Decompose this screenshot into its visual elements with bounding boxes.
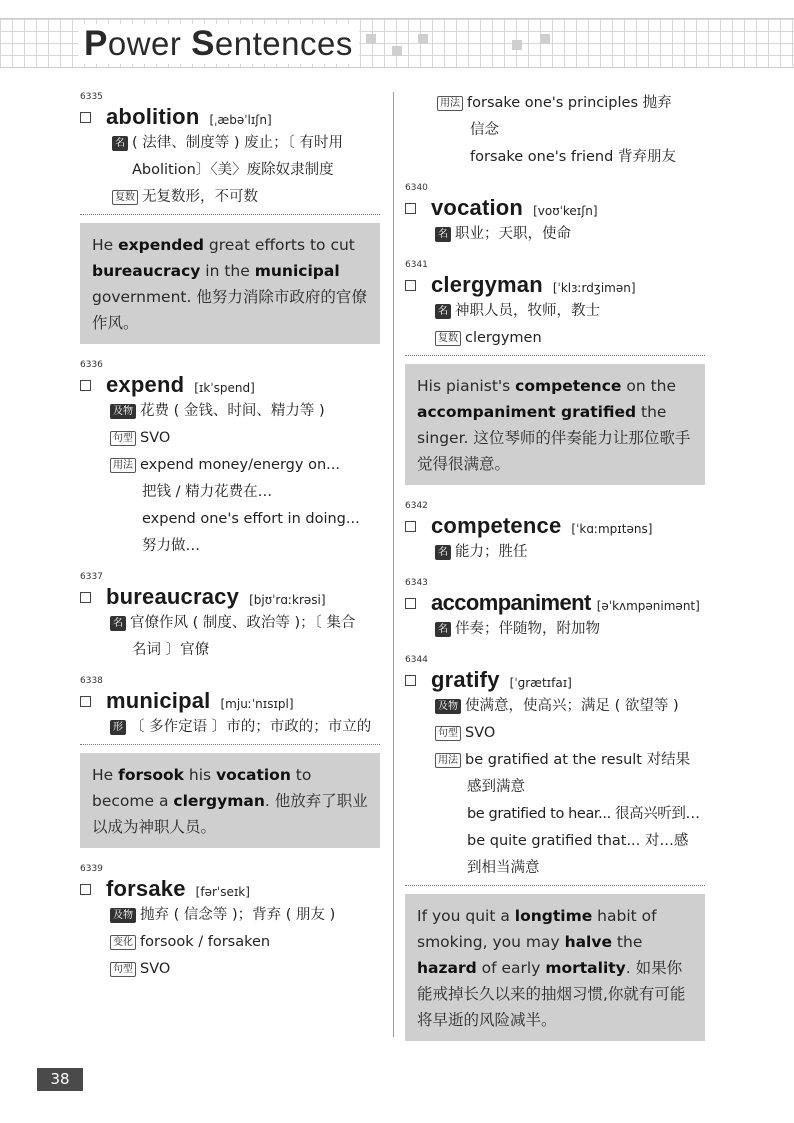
pos-tag: 形 bbox=[110, 720, 126, 735]
phonetic: [ˈkɑːmpɪtəns] bbox=[571, 522, 653, 536]
header-decor-square bbox=[512, 40, 522, 50]
phonetic: [mjuːˈnɪsɪpl] bbox=[220, 697, 294, 711]
entry-number: 6339 bbox=[80, 864, 103, 874]
definition: 伴奏；伴随物，附加物 bbox=[455, 621, 600, 637]
study-checkbox[interactable] bbox=[405, 521, 416, 532]
entry-clergyman bbox=[405, 260, 705, 352]
plural-note: clergymen bbox=[465, 330, 542, 346]
definition: 花费 ( 金钱、时间、精力等 ) bbox=[140, 403, 325, 419]
definition: 能力；胜任 bbox=[455, 544, 528, 560]
study-checkbox[interactable] bbox=[405, 280, 416, 291]
definition: 职业；天职，使命 bbox=[455, 226, 571, 242]
entry-municipal bbox=[80, 676, 380, 741]
entry-number: 6338 bbox=[80, 676, 103, 686]
headword: abolition bbox=[106, 104, 200, 129]
usage-cont: 信念 bbox=[470, 122, 499, 138]
phonetic: [əˈkʌmpənimənt] bbox=[596, 599, 700, 613]
pattern-tag: 句型 bbox=[435, 726, 461, 741]
example-sentence-box: He expended great efforts to cut bureaucracy in the municipal government. 他努力消除市政府的官僚作风。 bbox=[80, 223, 380, 344]
page-number: 38 bbox=[37, 1068, 83, 1091]
plural-note: 无复数形，不可数 bbox=[142, 189, 258, 205]
pos-tag: 名 bbox=[435, 622, 451, 637]
entry-number: 6343 bbox=[405, 578, 428, 588]
header-decor-square bbox=[392, 46, 402, 56]
usage-cont: 感到满意 bbox=[467, 779, 525, 795]
pos-tag: 名 bbox=[435, 304, 451, 319]
usage-translation: 把钱 / 精力花费在… bbox=[142, 484, 273, 500]
pos-tag: 名 bbox=[110, 616, 126, 631]
study-checkbox[interactable] bbox=[80, 112, 91, 123]
right-column bbox=[405, 92, 705, 1057]
study-checkbox[interactable] bbox=[405, 675, 416, 686]
entry-bureaucracy bbox=[80, 572, 380, 664]
definition: 抛弃 ( 信念等 )；背弃 ( 朋友 ) bbox=[140, 907, 336, 923]
headword: expend bbox=[106, 372, 185, 397]
phonetic: [ˌæbəˈlɪʃn] bbox=[209, 113, 272, 127]
usage-cont: 到相当满意 bbox=[467, 860, 540, 876]
entry-gratify bbox=[405, 655, 705, 882]
entry-forsake bbox=[80, 864, 380, 983]
definition: 使满意，使高兴；满足 ( 欲望等 ) bbox=[465, 698, 679, 714]
pattern: SVO bbox=[140, 430, 171, 446]
entry-abolition bbox=[80, 92, 380, 211]
plural-tag: 复数 bbox=[112, 190, 138, 205]
usage-translation: 努力做… bbox=[142, 538, 200, 554]
definition: 官僚作风 ( 制度、政治等 )；〔 集合 bbox=[130, 615, 356, 631]
headword: forsake bbox=[106, 876, 186, 901]
headword: competence bbox=[431, 513, 562, 538]
phonetic: [bjʊˈrɑːkrəsi] bbox=[249, 593, 326, 607]
example-sentence-box: He forsook his vocation to become a clergyman. 他放弃了职业以成为神职人员。 bbox=[80, 753, 380, 848]
usage: be gratified at the result 对结果 bbox=[465, 752, 691, 768]
entry-number: 6335 bbox=[80, 92, 103, 102]
header-decor-square bbox=[540, 34, 550, 44]
pos-tag: 及物 bbox=[435, 699, 461, 714]
pos-tag: 名 bbox=[435, 227, 451, 242]
change-tag: 变化 bbox=[110, 935, 136, 950]
study-checkbox[interactable] bbox=[80, 380, 91, 391]
usage-tag: 用法 bbox=[110, 458, 136, 473]
definition: 〔 多作定语 〕市的；市政的；市立的 bbox=[130, 719, 372, 735]
headword: bureaucracy bbox=[106, 584, 240, 609]
column-divider bbox=[393, 92, 394, 1037]
entry-number: 6336 bbox=[80, 360, 103, 370]
example-sentence-box: His pianist's competence on the accompaniment gratified the singer. 这位琴师的伴奏能力让那位歌手觉得很满意。 bbox=[405, 364, 705, 485]
headword: municipal bbox=[106, 688, 211, 713]
entry-number: 6344 bbox=[405, 655, 428, 665]
study-checkbox[interactable] bbox=[80, 884, 91, 895]
pos-tag: 及物 bbox=[110, 908, 136, 923]
header-decor-square bbox=[366, 34, 376, 44]
entry-accompaniment bbox=[405, 578, 705, 643]
definition-cont: Abolition〕〈美〉废除奴隶制度 bbox=[132, 162, 334, 178]
usage: be gratified to hear... 很高兴听到… bbox=[467, 806, 700, 822]
entry-forsake-cont bbox=[405, 90, 705, 171]
usage: expend money/energy on... bbox=[140, 457, 340, 473]
phonetic: [voʊˈkeɪʃn] bbox=[533, 204, 598, 218]
pos-tag: 名 bbox=[435, 545, 451, 560]
phonetic: [ˈɡrætɪfaɪ] bbox=[509, 676, 572, 690]
pattern: SVO bbox=[140, 961, 171, 977]
entry-expend bbox=[80, 360, 380, 560]
entry-number: 6342 bbox=[405, 501, 428, 511]
definition: ( 法律、制度等 ) 废止；〔 有时用 bbox=[132, 135, 343, 151]
header-decor-square bbox=[418, 34, 428, 44]
example-sentence-box: If you quit a longtime habit of smoking, you may halve the hazard of early mortality. 如果你能戒掉长久以来的抽烟习惯,你就有可能将早逝的风险减半。 bbox=[405, 894, 705, 1041]
entry-number: 6341 bbox=[405, 260, 428, 270]
entry-number: 6337 bbox=[80, 572, 103, 582]
usage: forsake one's principles 抛弃 bbox=[467, 95, 672, 111]
left-column bbox=[80, 92, 380, 995]
entry-number: 6340 bbox=[405, 183, 428, 193]
definition: 神职人员，牧师，教士 bbox=[455, 303, 600, 319]
study-checkbox[interactable] bbox=[80, 592, 91, 603]
definition-cont: 名词 〕官僚 bbox=[132, 642, 210, 658]
pattern-tag: 句型 bbox=[110, 962, 136, 977]
pos-tag: 名 bbox=[112, 136, 128, 151]
headword: accompaniment bbox=[431, 590, 591, 615]
usage: expend one's effort in doing... bbox=[142, 511, 360, 527]
pattern-tag: 句型 bbox=[110, 431, 136, 446]
page-title: Power Sentences bbox=[78, 24, 359, 64]
headword: vocation bbox=[431, 195, 524, 220]
usage-tag: 用法 bbox=[437, 96, 463, 111]
phonetic: [fərˈseɪk] bbox=[195, 885, 250, 899]
entry-vocation bbox=[405, 183, 705, 248]
plural-tag: 复数 bbox=[435, 331, 461, 346]
pos-tag: 及物 bbox=[110, 404, 136, 419]
usage: be quite gratified that... 对…感 bbox=[467, 833, 689, 849]
phonetic: [ˈklɜːrdʒimən] bbox=[552, 281, 636, 295]
headword: clergyman bbox=[431, 272, 543, 297]
usage-tag: 用法 bbox=[435, 753, 461, 768]
study-checkbox[interactable] bbox=[405, 203, 416, 214]
inflections: forsook / forsaken bbox=[140, 934, 271, 950]
pattern: SVO bbox=[465, 725, 496, 741]
study-checkbox[interactable] bbox=[80, 696, 91, 707]
headword: gratify bbox=[431, 667, 500, 692]
phonetic: [ɪkˈspend] bbox=[194, 381, 255, 395]
study-checkbox[interactable] bbox=[405, 598, 416, 609]
entry-competence bbox=[405, 501, 705, 566]
usage: forsake one's friend 背弃朋友 bbox=[470, 149, 676, 165]
